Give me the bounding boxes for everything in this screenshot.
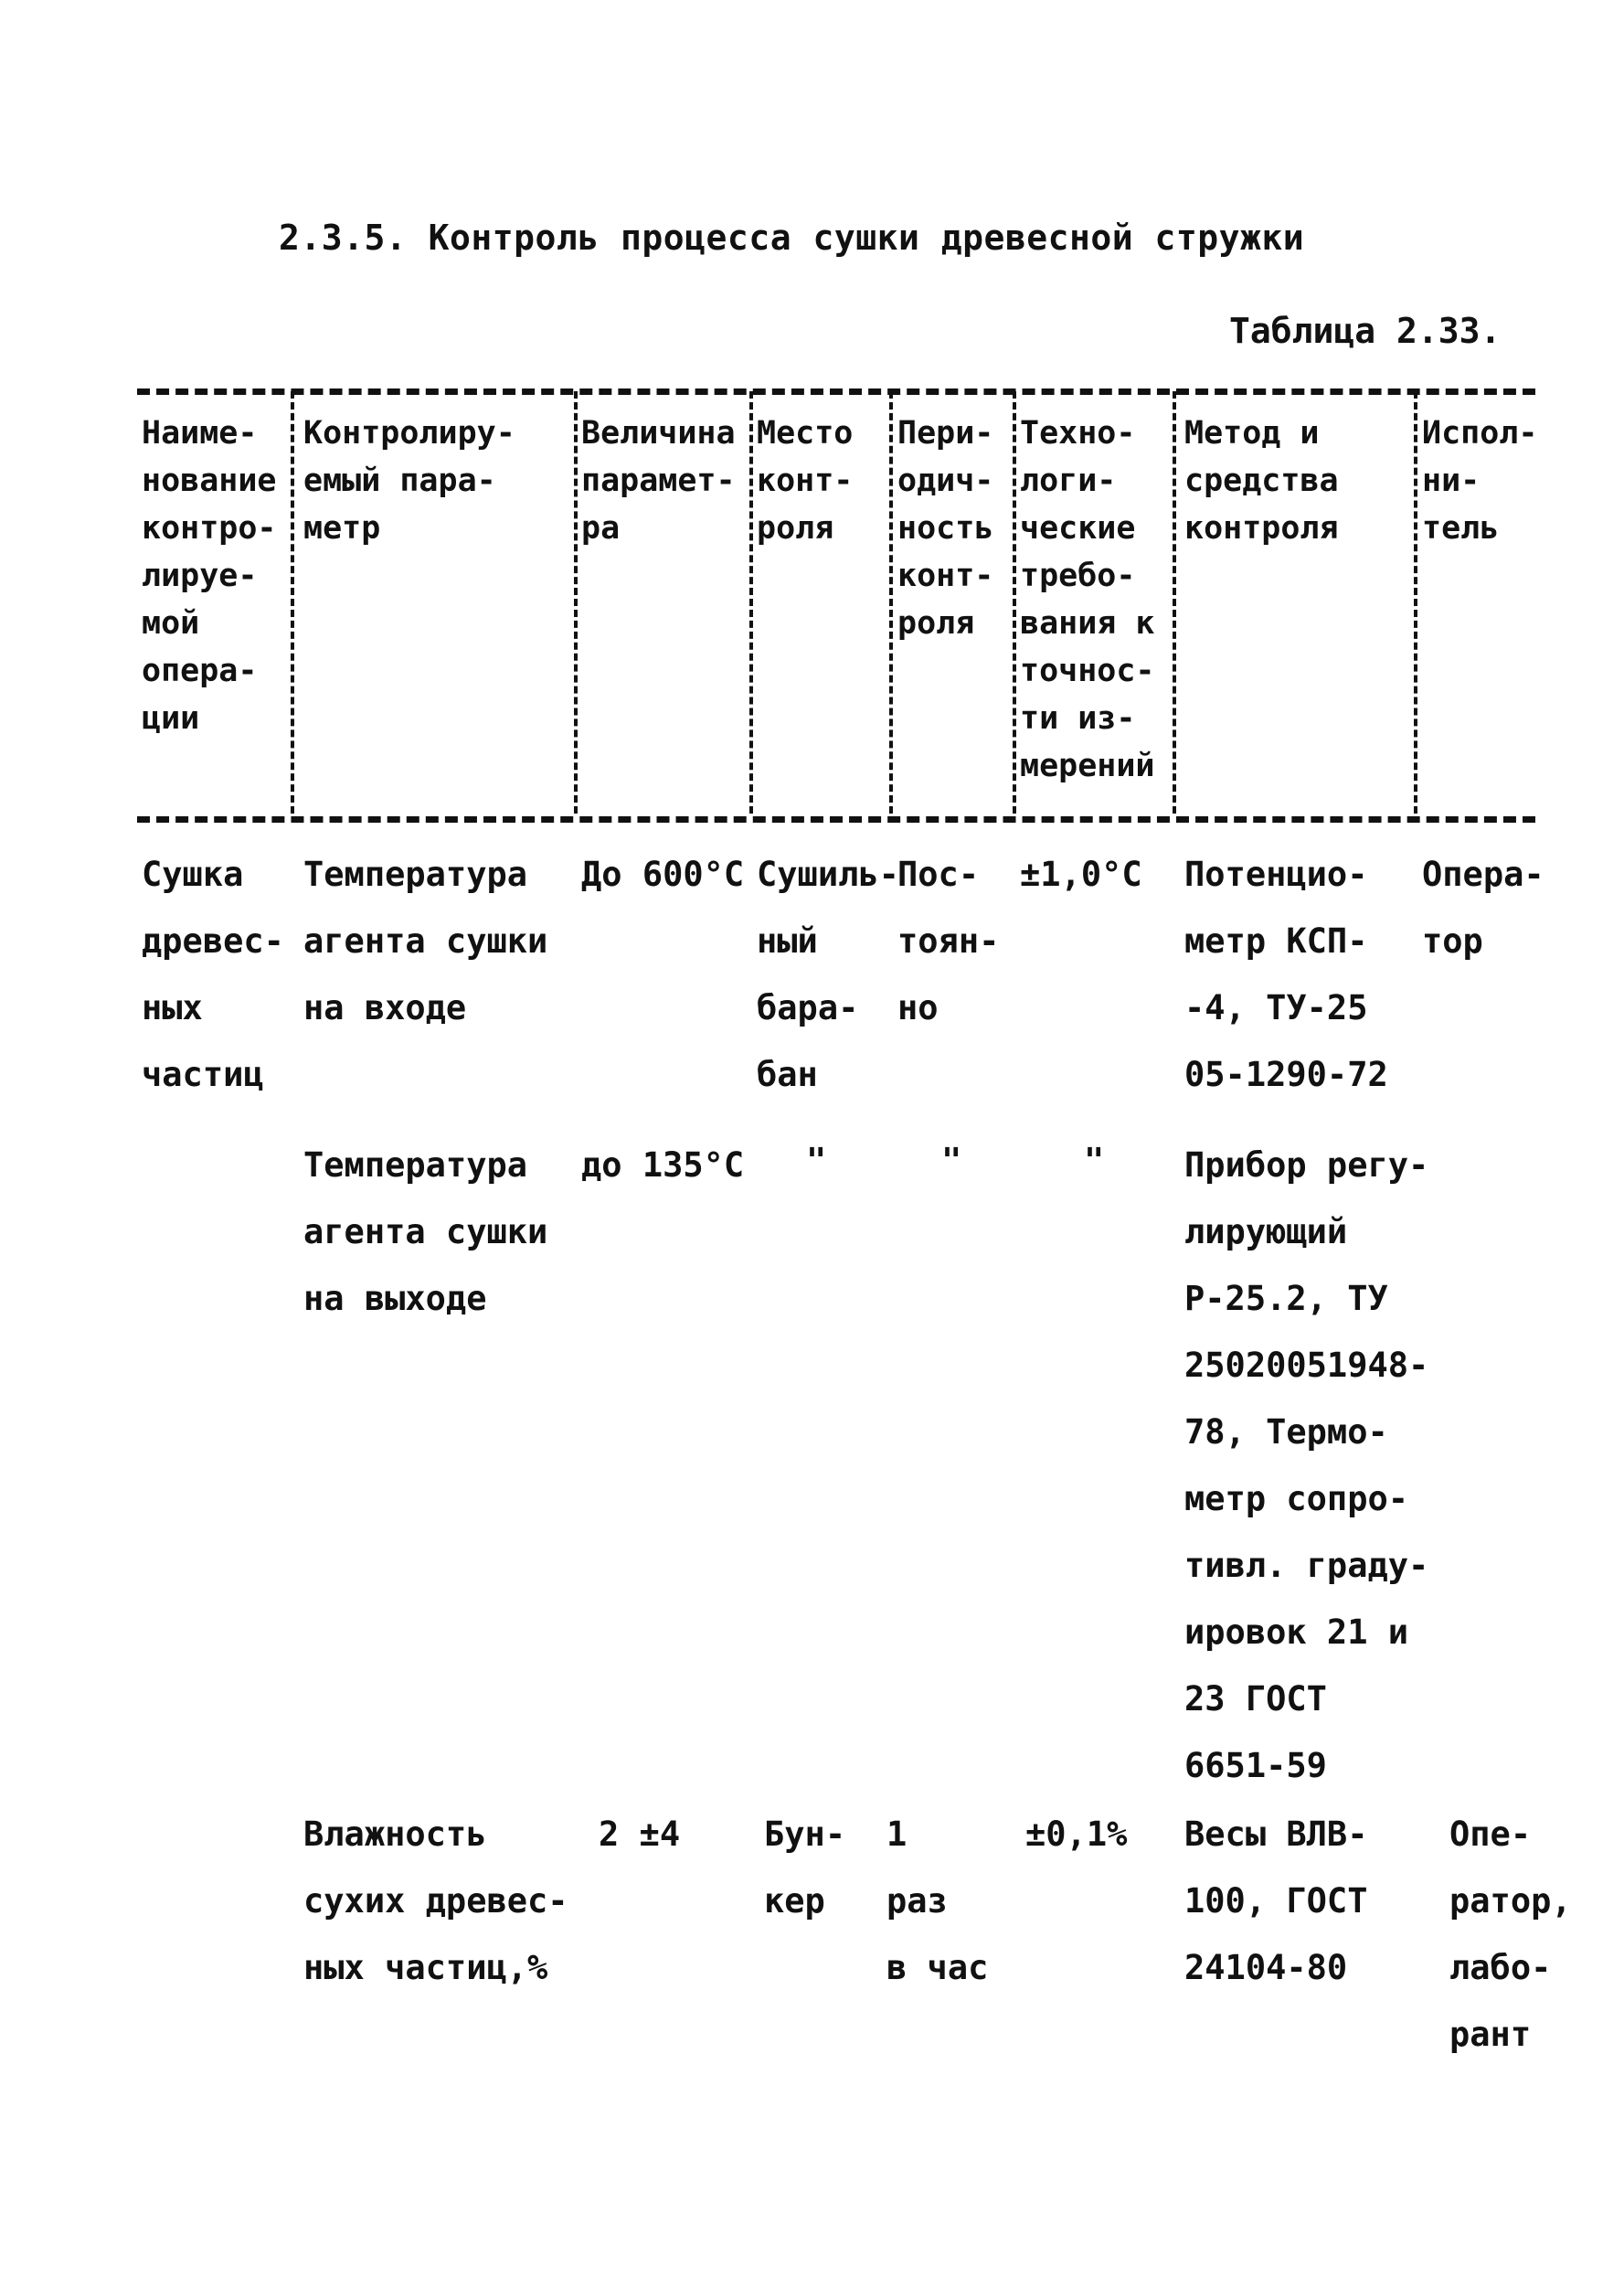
table-header-bottom-rule [137,816,1535,823]
column-separator [574,391,578,814]
row3-method: Весы ВЛВ- 100, ГОСТ 24104-80 [1184,1814,1368,1987]
column-separator [889,391,893,814]
column-separator [1013,391,1016,814]
row1-value: До 600°С [581,855,745,894]
header-place: Место конт- роля [757,415,854,547]
header-parameter: Контролиру- емый пара- метр [303,415,515,547]
row3-accuracy: ±0,1% [1025,1814,1128,1854]
column-separator [1173,391,1176,814]
row2-place-ditto: " [806,1141,827,1180]
header-periodicity: Пери- одич- ность конт- роля [897,415,994,642]
row1-accuracy: ±1,0°С [1020,855,1142,894]
row1-operation: Сушка древес- ных частиц [142,855,284,1094]
row2-method: Прибор регу- лирующий Р-25.2, ТУ 25020051948- 78, Термо- метр сопро- тивл. граду- ировок 21 и 23 ГОСТ 6651-59 [1184,1145,1429,1785]
row2-periodicity-ditto: " [941,1141,962,1180]
row3-periodicity: 1 раз в час [886,1814,989,1987]
row1-periodicity: Пос- тоян- но [897,855,1000,1027]
row2-accuracy-ditto: " [1084,1141,1105,1180]
row3-parameter: Влажность сухих древес- ных частиц,% [303,1814,568,1987]
section-title: 2.3.5. Контроль процесса сушки древесной стружки [279,218,1305,258]
column-separator [291,391,294,814]
header-executor: Испол- ни- тель [1422,415,1538,547]
table-header-top-rule [137,388,1535,395]
table-caption: Таблица 2.33. [1229,311,1502,351]
row2-parameter: Температура агента сушки на выходе [303,1145,548,1318]
row1-method: Потенцио- метр КСП- -4, ТУ-25 05-1290-72 [1184,855,1388,1094]
row1-parameter: Температура агента сушки на входе [303,855,548,1027]
row2-value: до 135°С [581,1145,745,1185]
header-value: Величина парамет- ра [581,415,736,547]
column-separator [1414,391,1417,814]
row3-executor: Опе- ратор, лабо- рант [1449,1814,1572,2054]
row1-place: Сушиль- ный бара- бан [757,855,899,1094]
column-separator [749,391,753,814]
row1-executor: Опера- тор [1422,855,1544,961]
header-accuracy: Техно- логи- ческие требо- вания к точнос- ти из- мерений [1020,415,1155,784]
row3-value: 2 ±4 [599,1814,681,1854]
header-operation: Наиме- нование контро- лируе- мой опера- ции [142,415,277,737]
row3-place: Бун- кер [764,1814,846,1921]
header-method: Метод и средства контроля [1184,415,1339,547]
